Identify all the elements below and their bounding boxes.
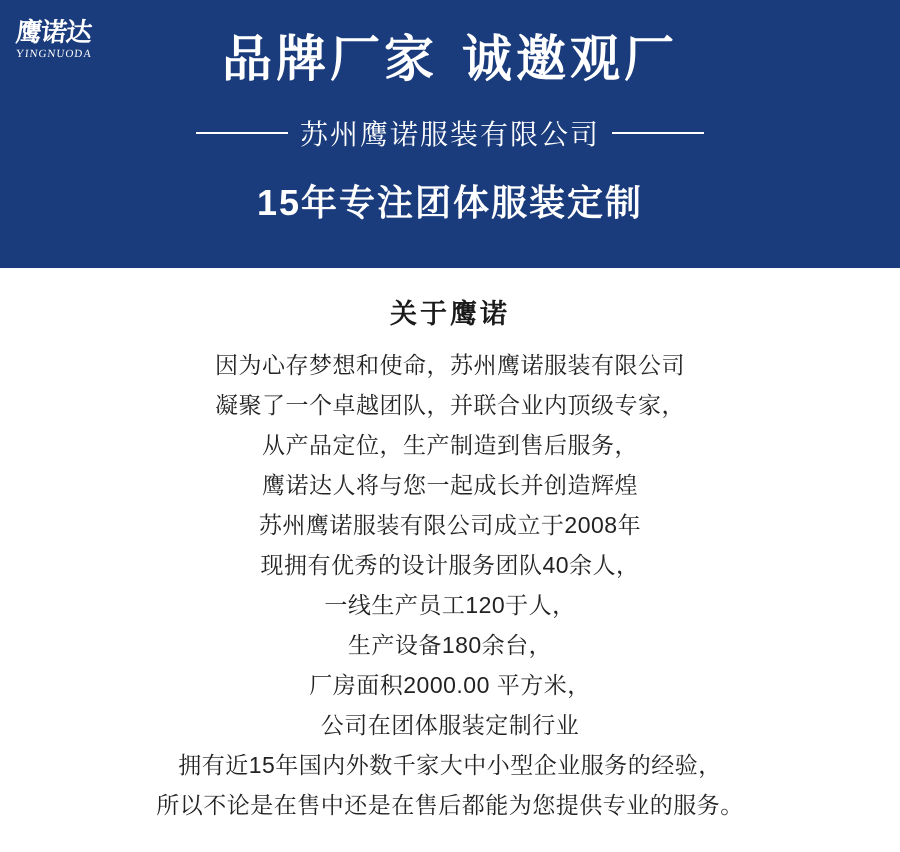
about-line: 生产设备180余台， (347, 632, 553, 658)
about-line: 因为心存梦想和使命，苏州鹰诺服装有限公司 (215, 352, 685, 378)
divider-left (196, 132, 288, 134)
banner-tagline: 15年专注团体服装定制 (256, 182, 644, 223)
about-line: 拥有近15年国内外数千家大中小型企业服务的经验， (178, 752, 722, 778)
banner-title-left: 品牌厂家 (222, 31, 438, 87)
about-line: 苏州鹰诺服装有限公司成立于2008年 (258, 512, 642, 538)
about-paragraph (156, 345, 744, 825)
about-line: 公司在团体服装定制行业 (320, 712, 580, 738)
about-line: 鹰诺达人将与您一起成长并创造辉煌 (262, 472, 638, 498)
banner-title (222, 32, 678, 87)
banner-title-right: 诚邀观厂 (462, 31, 678, 87)
brand-logo-stack (16, 20, 92, 60)
about-line: 从产品定位，生产制造到售后服务， (262, 432, 638, 458)
banner-subtitle: 苏州鹰诺服装有限公司 (299, 119, 600, 150)
about-line: 厂房面积2000.00 平方米， (309, 672, 591, 698)
about-line: 凝聚了一个卓越团队，并联合业内顶级专家， (215, 392, 685, 418)
about-line: 所以不论是在售中还是在售后都能为您提供专业的服务。 (156, 792, 744, 818)
about-section (0, 268, 900, 825)
divider-right (612, 132, 704, 134)
header-banner (0, 0, 900, 268)
brand-logo-main: 鹰诺达 (14, 18, 93, 47)
about-heading: 关于鹰诺 (390, 299, 510, 329)
about-line: 现拥有优秀的设计服务团队40余人， (260, 552, 640, 578)
brand-logo-sub: YINGNUODA (15, 48, 93, 60)
brand-logo (16, 14, 120, 66)
banner-subtitle-row (0, 113, 900, 153)
about-line: 一线生产员工120于人， (324, 592, 576, 618)
